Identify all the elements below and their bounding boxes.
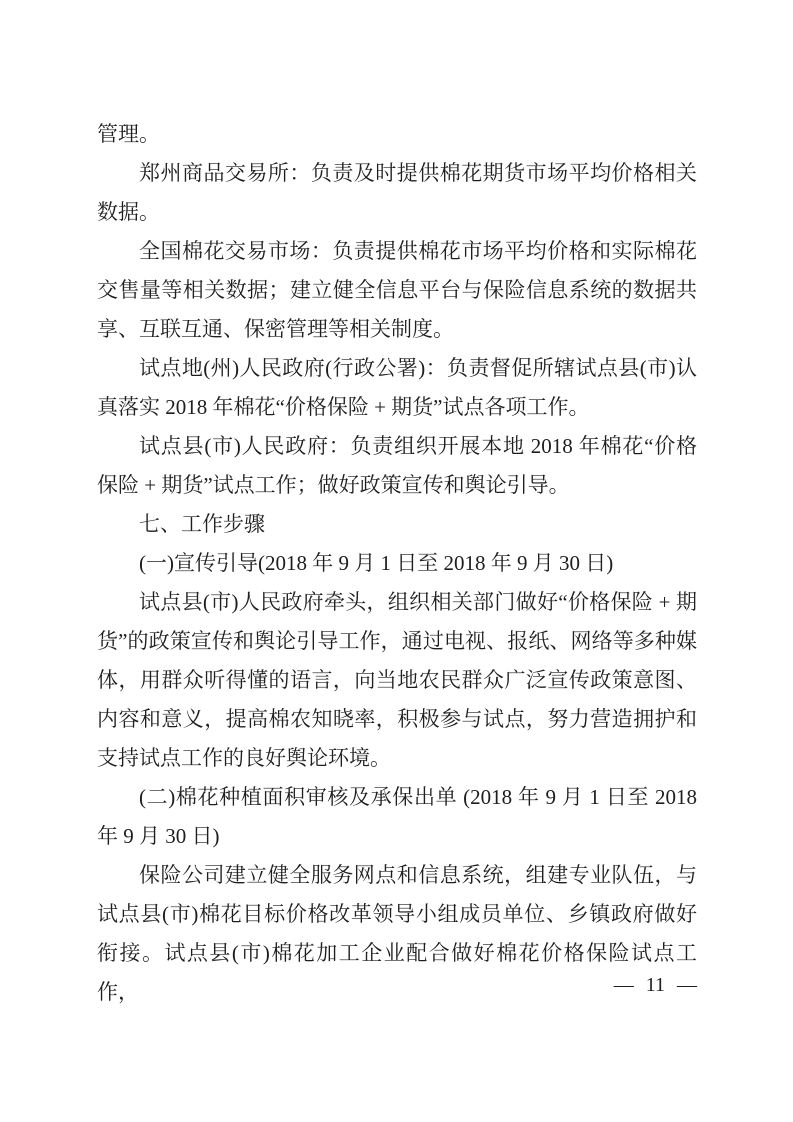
section-heading: (二)棉花种植面积审核及承保出单 (2018 年 9 月 1 日至 2018 年 9 月 30 日) xyxy=(97,785,697,848)
section-heading: (一)宣传引导(2018 年 9 月 1 日至 2018 年 9 月 30 日) xyxy=(139,551,614,575)
paragraph: 试点县(市)人民政府牵头，组织相关部门做好“价格保险 + 期货”的政策宣传和舆论引导工作，通过电视、报纸、网络等多种媒体，用群众听得懂的语言，向当地农民群众广泛宣传政策意图、内容和意义，提高棉农知晓率，积极参与试点，努力营造拥护和支持试点工作的良好舆论环境。 xyxy=(97,590,697,770)
paragraph: 全国棉花交易市场：负责提供棉花市场平均价格和实际棉花交售量等相关数据；建立健全信息平台与保险信息系统的数据共享、互联互通、保密管理等相关制度。 xyxy=(97,239,697,341)
paragraph: 管理。 xyxy=(97,122,160,146)
paragraph: 保险公司建立健全服务网点和信息系统，组建专业队伍，与试点县(市)棉花目标价格改革领导小组成员单位、乡镇政府做好衔接。试点县(市)棉花加工企业配合做好棉花价格保险试点工作， xyxy=(97,863,697,1004)
page-number: — 11 — xyxy=(613,974,697,996)
paragraph: 郑州商品交易所：负责及时提供棉花期货市场平均价格相关数据。 xyxy=(97,161,697,224)
paragraph: 试点地(州)人民政府(行政公署)：负责督促所辖试点县(市)认真落实 2018 年棉花“价格保险 + 期货”试点各项工作。 xyxy=(97,356,697,419)
document-body xyxy=(97,115,697,1012)
paragraph: 试点县(市)人民政府：负责组织开展本地 2018 年棉花“价格保险 + 期货”试点工作；做好政策宣传和舆论引导。 xyxy=(97,434,697,497)
section-heading: 七、工作步骤 xyxy=(139,512,265,536)
